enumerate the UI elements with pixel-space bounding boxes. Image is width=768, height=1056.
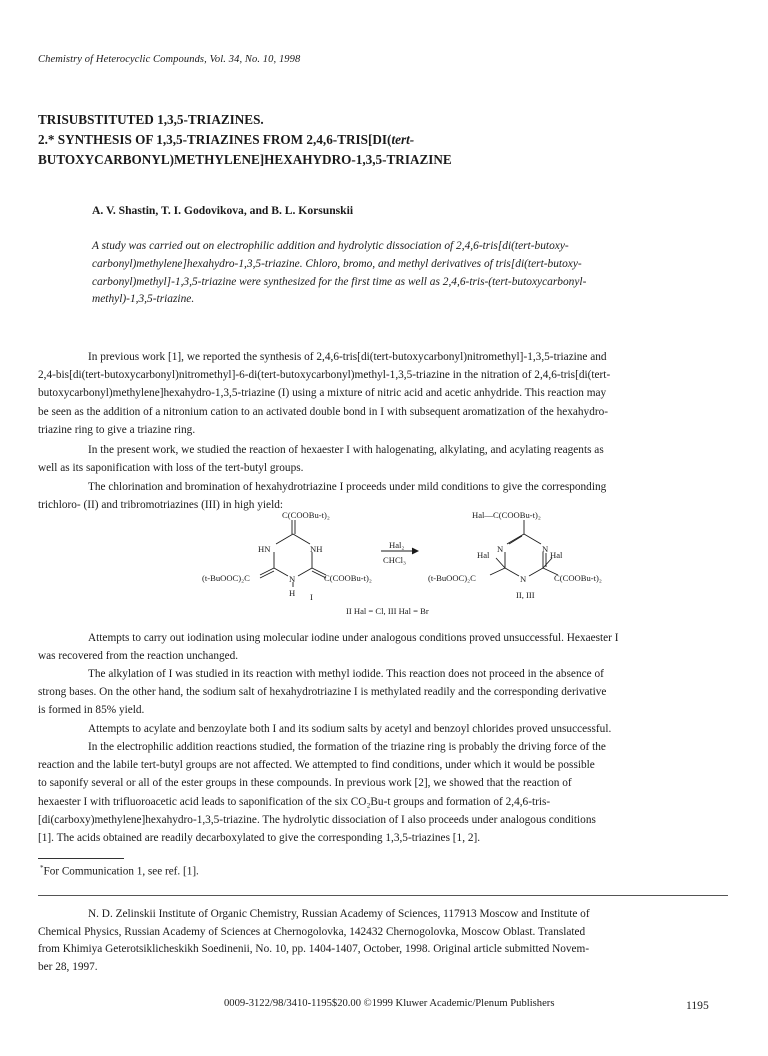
journal-header: Chemistry of Heterocyclic Compounds, Vol. 34, No. 10, 1998 — [38, 54, 301, 65]
body-line: The chlorination and bromination of hexahydrotriazine I proceeds under mild conditions to give the corresponding — [88, 481, 607, 493]
body-line: well as its saponification with loss of the tert-butyl groups. — [38, 462, 304, 475]
body-line: is formed in 85% yield. — [38, 704, 145, 717]
abstract — [92, 238, 704, 309]
paragraph-7 — [38, 738, 728, 847]
footnote-text: For Communication 1, see ref. [1]. — [43, 865, 199, 878]
scheme-left-bottom-left-group: (t-BuOOC)₂C — [202, 573, 250, 583]
body-line: Attempts to carry out iodination using molecular iodine under analogous conditions proved unsuccessful. Hexaester I — [88, 632, 619, 644]
abstract-line: carbonyl)methyl]-1,3,5-triazine were synthesized for the first time as well as 2,4,6-tris-(tert-butoxycarbonyl- — [92, 275, 587, 288]
footnote-rule — [38, 858, 124, 859]
paragraph-6 — [38, 720, 728, 738]
body-line: trichloro- (II) and tribromotriazines (III) in high yield: — [38, 499, 283, 512]
paragraph-2 — [38, 441, 728, 477]
body-line: In the electrophilic addition reactions studied, the formation of the triazine ring is probably the driving force of the — [88, 741, 606, 753]
affiliation — [38, 906, 728, 976]
affiliation-rule — [38, 895, 728, 896]
scheme-left-n: N — [289, 574, 296, 584]
body-line: was recovered from the reaction unchanged. — [38, 650, 239, 663]
scheme-right-bottom-left-group: (t-BuOOC)₂C — [428, 573, 476, 583]
body-line: hexaester I with trifluoroacetic acid leads to saponification of the six CO₂Bu-t groups and formation of 2,4,6-tris- — [38, 795, 551, 808]
affiliation-line: from Khimiya Geterotsiklicheskikh Soedinenii, No. 10, pp. 1404-1407, October, 1998. Original article submitted Novem- — [38, 943, 590, 955]
scheme-right-n-bottom: N — [520, 574, 527, 584]
body-line: In previous work [1], we reported the synthesis of 2,4,6-tris[di(tert-butoxycarbonyl)nitromethyl]-1,3,5-triazine and — [88, 351, 607, 363]
affiliation-line: Chemical Physics, Russian Academy of Sciences at Chernogolovka, 142432 Chernogolovka, Moscow Oblast. Translated — [38, 925, 586, 938]
body-line: In the present work, we studied the reaction of hexaester I with halogenating, alkylating, and acylating reagents as — [88, 444, 604, 456]
body-line: strong bases. On the other hand, the sodium salt of hexahydrotriazine I is methylated readily and the corresponding derivative — [38, 686, 607, 699]
paragraph-1 — [38, 348, 728, 439]
affiliation-line: N. D. Zelinskii Institute of Organic Chemistry, Russian Academy of Sciences, 117913 Moscow and Institute of — [88, 908, 590, 920]
footnote — [40, 864, 199, 878]
affiliation-line: ber 28, 1997. — [38, 960, 98, 973]
scheme-right-top-group: Hal—C(COOBu-t)₂ — [472, 510, 541, 520]
scheme-right-hal-left: Hal — [477, 550, 490, 560]
scheme-left-nh: NH — [310, 544, 323, 554]
scheme-right-bottom-right-group: C(COOBu-t)₂ — [554, 573, 602, 583]
scheme-reagent-top: Hal₂ — [389, 540, 405, 550]
scheme-left-label: I — [310, 592, 313, 602]
reaction-scheme-drawing — [196, 510, 616, 618]
copyright-line: 0009-3122/98/3410-1195$20.00 ©1999 Kluwer Academic/Plenum Publishers — [224, 998, 555, 1009]
scheme-left-hn: HN — [258, 544, 271, 554]
body-line: triazine ring to give a triazine ring. — [38, 423, 196, 436]
body-line: [di(carboxy)methylene]hexahydro-1,3,5-triazine. The hydrolytic dissociation of I also proceeds under analogous conditions — [38, 813, 596, 826]
paragraph-5 — [38, 665, 728, 720]
body-line: to saponify several or all of the ester groups in these compounds. In previous work [2], we showed that the reaction of — [38, 777, 572, 790]
scheme-left-h: H — [289, 588, 296, 598]
body-line: [1]. The acids obtained are readily decarboxylated to give the corresponding 1,3,5-triazines [1, 2]. — [38, 832, 481, 845]
title-line-2: 2.* SYNTHESIS OF 1,3,5-TRIAZINES FROM 2,4,6-TRIS[DI(tert- — [38, 132, 415, 147]
scheme-right-n-left: N — [497, 544, 504, 554]
body-line: butoxycarbonyl)methylene]hexahydro-1,3,5-triazine (I) using a mixture of nitric acid and acetic anhydride. This reaction may — [38, 387, 607, 400]
abstract-line: A study was carried out on electrophilic addition and hydrolytic dissociation of 2,4,6-tris[di(tert-butoxy- — [92, 240, 569, 252]
page-number: 1195 — [686, 999, 709, 1012]
title-line-1: TRISUBSTITUTED 1,3,5-TRIAZINES. — [38, 112, 264, 127]
scheme-right-hal-right: Hal — [550, 550, 563, 560]
article-title — [38, 110, 728, 170]
abstract-line: carbonyl)methylene]hexahydro-1,3,5-triazine. Chloro, bromo, and methyl derivatives of tris[di(tert-butoxy- — [92, 257, 582, 270]
body-line: Attempts to acylate and benzoylate both I and its sodium salts by acetyl and benzoyl chlorides proved unsuccessful. — [88, 723, 612, 735]
body-line: be seen as the addition of a nitronium cation to an activated double bond in I with subsequent aromatization of the hexahydro- — [38, 405, 609, 418]
scheme-right-n-right: N — [542, 544, 549, 554]
abstract-line: methyl)-1,3,5-triazine. — [92, 293, 195, 306]
scheme-left-top-group: C(COOBu-t)₂ — [282, 510, 330, 520]
paragraph-3 — [38, 478, 728, 514]
scheme-left-bottom-right-group: C(COOBu-t)₂ — [324, 573, 372, 583]
body-line: reaction and the labile tert-butyl groups are not affected. We attempted to find conditions, under which it would be possible — [38, 759, 595, 772]
scheme-legend: II Hal = Cl, III Hal = Br — [346, 606, 429, 616]
body-line: 2,4-bis[di(tert-butoxycarbonyl)nitromethyl]-6-di(tert-butoxycarbonyl)methyl-1,3,5-triazine in the nitration of 2,4,6-tris[di(tert- — [38, 369, 611, 382]
authors: A. V. Shastin, T. I. Godovikova, and B. L. Korsunskii — [92, 204, 354, 217]
body-line: The alkylation of I was studied in its reaction with methyl iodide. This reaction does not proceed in the absence of — [88, 668, 604, 680]
title-line-3: BUTOXYCARBONYL)METHYLENE]HEXAHYDRO-1,3,5-TRIAZINE — [38, 152, 452, 167]
scheme-reagent-bottom: CHCl₃ — [383, 555, 407, 565]
paragraph-4 — [38, 629, 728, 665]
footnote-mark: * — [40, 864, 44, 872]
scheme-right-label: II, III — [516, 590, 535, 600]
reaction-scheme — [196, 510, 616, 618]
